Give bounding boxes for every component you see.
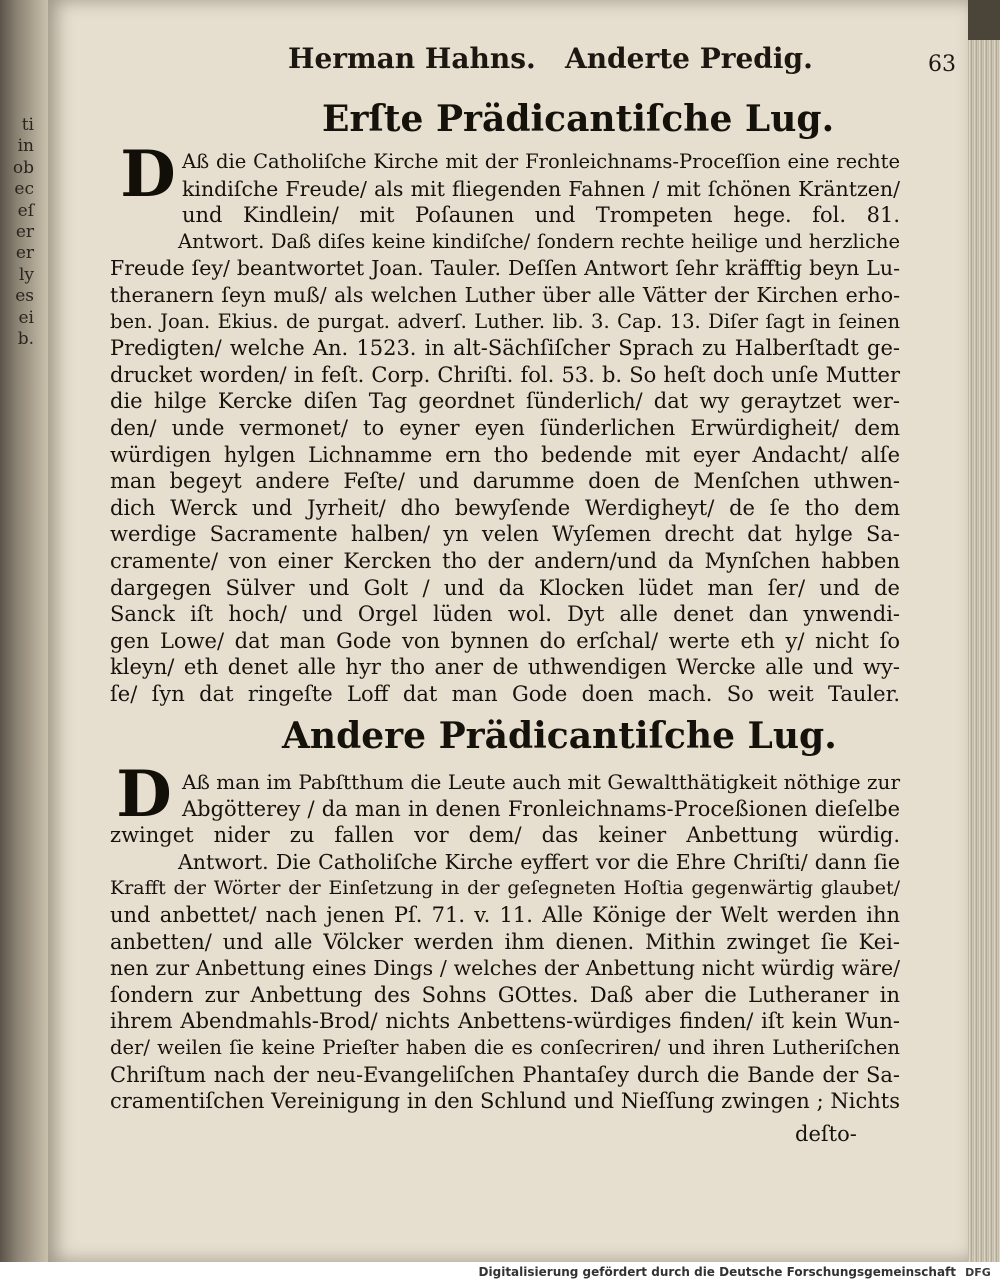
- page-stack-edge: [968, 0, 1000, 1262]
- text-line: und anbettet/ nach jenen Pſ. 71. v. 11. Alle Könige der Welt werden ihn: [110, 903, 900, 927]
- text-line: ſondern zur Anbettung des Sohns GOttes. Daß aber die Lutheraner in: [110, 982, 900, 1007]
- text-line: theranern ſeyn muß/ als welchen Luther über alle Vätter der Kirchen erho-: [110, 283, 900, 307]
- text-line: würdigen hylgen Lichnamme ern tho bedende mit eyer Andacht/ alſe: [110, 442, 900, 467]
- text-line: cramente/ von einer Kercken tho der andern/und da Mynſchen habben: [110, 549, 900, 573]
- text-line: Sanck iſt hoch/ und Orgel lüden wol. Dyt alle denet dan ynwendi-: [110, 602, 900, 627]
- page-number: 63: [928, 52, 956, 77]
- text-line: Abgötterey / da man in denen Fronleichnams-Proceßionen dieſelbe: [182, 796, 900, 821]
- drop-cap-initial: D: [116, 757, 172, 832]
- text-line: kindiſche Freude/ als mit fliegenden Fahnen / mit ſchönen Kräntzen/: [182, 176, 900, 201]
- running-head: Herman Hahns. Anderte Predig.: [288, 42, 813, 75]
- margin-fragment: b.: [17, 329, 34, 350]
- text-line: Antwort. Die Catholiſche Kirche eyffert vor die Ehre Chriſti/ dann ſie: [178, 849, 900, 874]
- text-line: drucket worden/ in feſt. Corp. Chriſti. fol. 53. b. So heſt doch unſe Mutter: [110, 362, 900, 387]
- text-line: ihrem Abendmahls-Brod/ nichts Anbettens-würdiges finden/ iſt kein Wun-: [110, 1009, 900, 1034]
- text-line: Chriſtum nach der neu-Evangeliſchen Phantaſey durch die Bande der Sa-: [110, 1062, 900, 1087]
- text-line: und Kindlein/ mit Poſaunen und Trompeten hege. fol. 81.: [182, 203, 900, 228]
- text-line: dich Werck und Jyrheit/ dho bewyſende Werdigheyt/ de ſe tho dem: [110, 495, 900, 520]
- text-line: Predigten/ welche An. 1523. in alt-Sächſiſcher Sprach zu Halberſtadt ge-: [110, 336, 900, 361]
- margin-fragment: eſ: [17, 200, 34, 221]
- text-line: die hilge Kercke diſen Tag geordnet ſünderlich/ dat wy geraytzet wer-: [110, 389, 900, 414]
- facing-page-edge: [0, 0, 48, 1262]
- text-line: zwinget nider zu fallen vor dem/ das keiner Anbettung würdig.: [110, 823, 900, 848]
- text-line: den/ unde vermonet/ to eyner eyen ſünderlichen Erwürdigheit/ dem: [110, 416, 900, 440]
- text-line: gen Lowe/ dat man Gode von bynnen do erſchal/ werte eth y/ nicht ſo: [110, 628, 900, 653]
- margin-fragment: er: [15, 243, 34, 264]
- text-line: ſe/ ſyn dat ringeſte Loff dat man Gode doen mach. So weit Tauler.: [110, 682, 900, 706]
- drop-cap-initial: D: [120, 137, 176, 212]
- dfg-logo: DFG: [965, 1266, 991, 1279]
- margin-fragment: ob: [12, 157, 34, 178]
- text-line: man begeyt andere Feſte/ und darumme doen de Menſchen uthwen-: [110, 469, 900, 494]
- text-line: Krafft der Wörter der Einſetzung in der geſegneten Hoſtia gegenwärtig glaubet/: [110, 877, 900, 900]
- section-heading: Andere Prädicantiſche Lug.: [282, 715, 837, 757]
- margin-fragment: ei: [18, 307, 34, 328]
- text-line: der/ weilen ſie keine Prieſter haben die es conſecriren/ und ihren Lutheriſchen: [110, 1036, 900, 1059]
- margin-fragment: ly: [18, 264, 34, 285]
- text-line: Aß die Catholiſche Kirche mit der Fronleichnams-Proceſſion eine rechte: [182, 150, 900, 173]
- text-line: Antwort. Daß diſes keine kindiſche/ ſondern rechte heilige und herzliche: [178, 229, 900, 253]
- funding-notice: Digitalisierung gefördert durch die Deutsche Forschungsgemeinschaft: [478, 1265, 956, 1279]
- margin-fragment: ec: [14, 179, 34, 200]
- text-line: Freude ſey/ beantwortet Joan. Tauler. Deſſen Antwort ſehr kräfftig beyn Lu-: [110, 256, 900, 281]
- margin-fragment: in: [17, 136, 34, 157]
- margin-fragment: ti: [21, 115, 34, 135]
- footer-bar: [0, 1262, 1000, 1284]
- text-line: nen zur Anbettung eines Dings / welches der Anbettung nicht würdig wäre/: [110, 956, 900, 981]
- text-line: Aß man im Pabſtthum die Leute auch mit Gewaltthätigkeit nöthige zur: [182, 770, 900, 794]
- text-line: anbetten/ und alle Völcker werden ihm dienen. Mithin zwinget ſie Kei-: [110, 929, 900, 954]
- facing-page-fragments: [0, 115, 34, 350]
- text-line: dargegen Sülver und Golt / und da Klocken lüdet man ſer/ und de: [110, 575, 900, 600]
- section-heading: Erſte Prädicantiſche Lug.: [322, 98, 835, 140]
- margin-fragment: es: [15, 286, 34, 307]
- text-line: cramentiſchen Vereinigung in den Schlund und Nieſſung zwingen ; Nichts: [110, 1089, 900, 1114]
- catchword: deſto-: [795, 1122, 857, 1146]
- text-line: werdige Sacramente halben/ yn velen Wyſemen drecht dat hylge Sa-: [110, 522, 900, 547]
- text-line: kleyn/ eth denet alle hyr tho aner de uthwendigen Wercke alle und wy-: [110, 655, 900, 680]
- margin-fragment: er: [15, 222, 34, 243]
- text-line: ben. Joan. Ekius. de purgat. adverſ. Luther. lib. 3. Cap. 13. Diſer ſagt in ſeinen: [110, 309, 900, 333]
